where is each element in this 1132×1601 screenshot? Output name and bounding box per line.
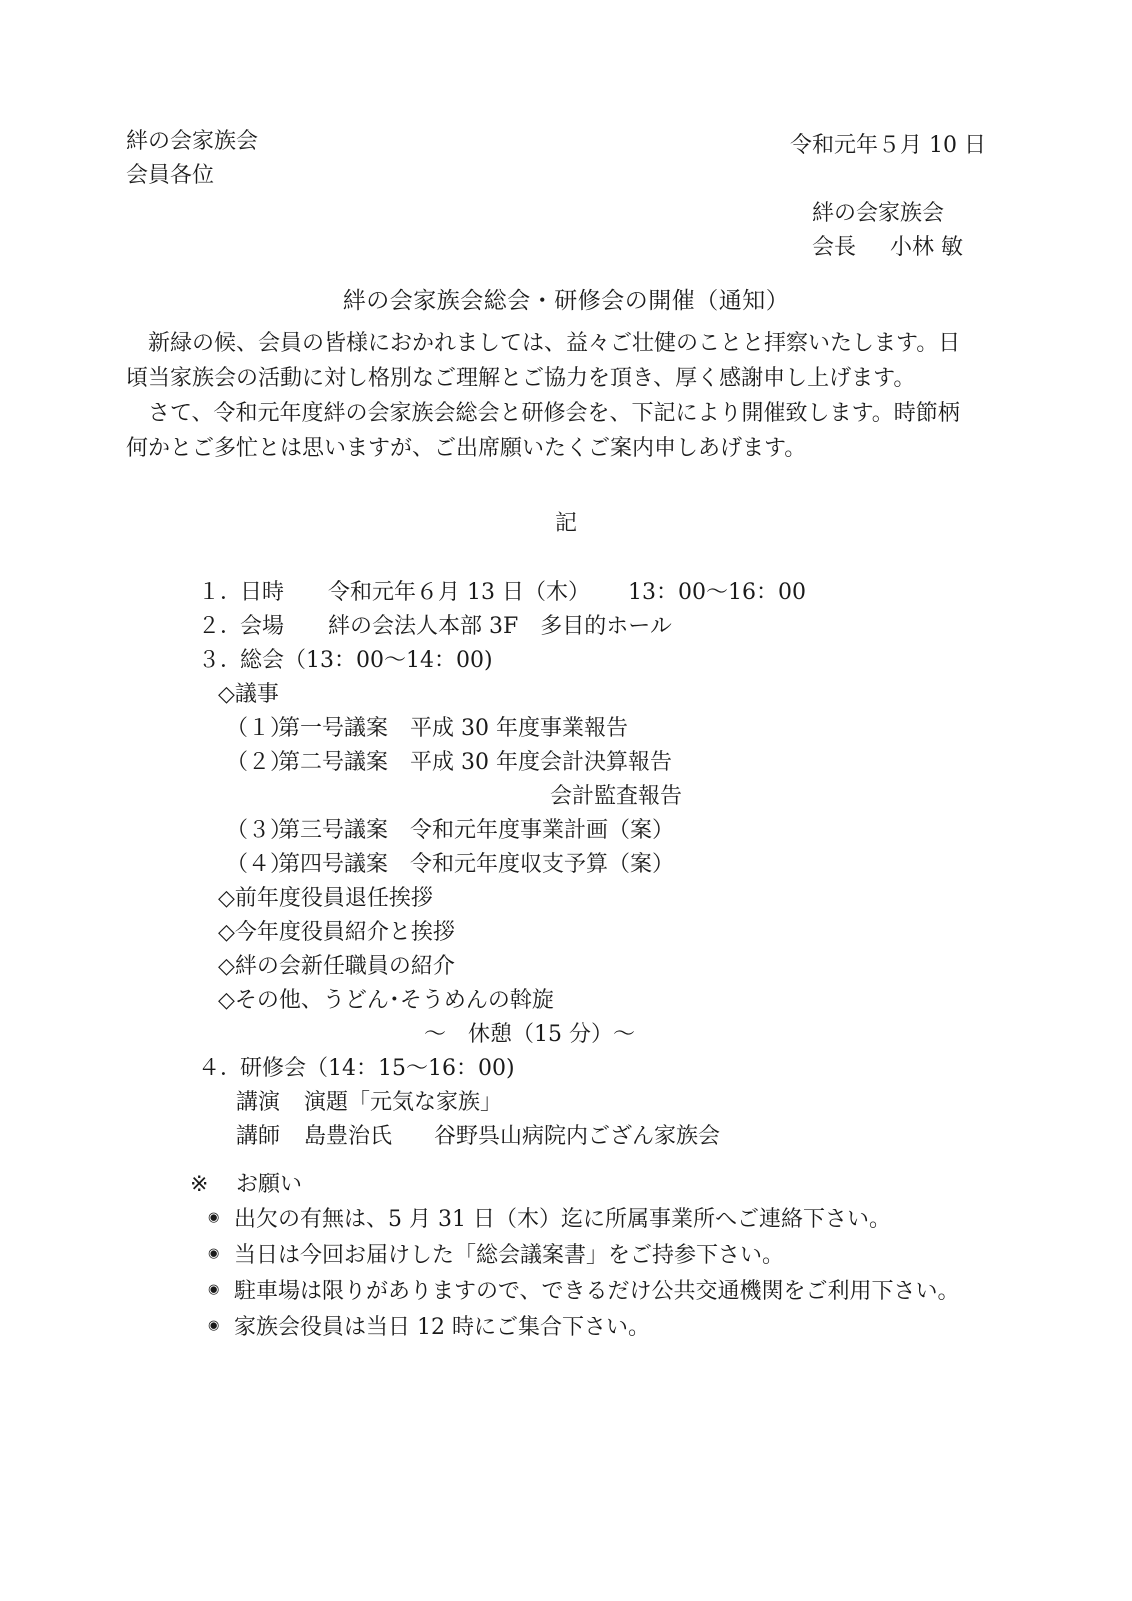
item-value: 絆の会法人本部 3F 多目的ホール [328,614,672,639]
notice-item [208,1238,960,1274]
speaker-org: 谷野呉山病院内ござん家族会 [434,1124,721,1149]
agenda-content: 令和元年度事業計画（案） [410,818,675,843]
agenda-item [198,814,958,848]
item-venue [198,610,958,644]
item-number: ２． [198,614,243,639]
item-label: 会場 [240,614,285,639]
recipient: 会員各位 [126,163,215,188]
notice-item [208,1202,960,1238]
item-time: 13：00～16：00 [627,580,806,605]
speaker-label: 講師 [236,1124,281,1149]
agenda-name: 第四号議案 [278,852,389,877]
item-number: １． [198,580,243,605]
notice-list [208,1202,960,1346]
item-number: ４． [198,1056,243,1081]
agenda-name: 第三号議案 [278,818,389,843]
notice-heading [190,1168,302,1202]
item-label: 研修会（14：15～16：00) [240,1056,515,1081]
notice-text: 駐車場は限りがありますので、できるだけ公共交通機関をご利用下さい。 [234,1279,960,1304]
sender-title: 会長 [812,235,857,260]
speaker-name: 島豊治氏 [304,1124,393,1149]
sender-org: 絆の会家族会 [812,201,945,226]
sender [812,232,963,264]
program-item: ◇その他、うどん･そうめんの斡旋 [218,988,554,1013]
agenda-item [198,746,958,780]
notice-title: お願い [236,1172,303,1197]
paragraph-2 [126,396,1006,466]
paragraph-2-line-2: 何かとご多忙とは思いますが、ご出席願いたくご案内申しあげます。 [126,436,807,461]
lecture-label: 講演 [236,1090,281,1115]
item-label: 日時 [240,580,285,605]
agenda-heading: ◇議事 [218,682,279,707]
recipient-org: 絆の会家族会 [126,129,259,154]
program-item: ◇絆の会新任職員の紹介 [218,954,455,979]
lecture-row [198,1086,958,1120]
item-value: 令和元年６月 13 日（木） [328,580,590,605]
lecture-title: 演題「元気な家族」 [304,1090,503,1115]
agenda-content: 平成 30 年度事業報告 [410,716,628,741]
agenda-item [198,848,958,882]
agenda-item-continuation: 会計監査報告 [550,784,683,809]
paragraph-1 [126,326,1006,396]
notice-text: 家族会役員は当日 12 時にご集合下さい。 [234,1315,650,1340]
item-training [198,1052,958,1086]
notice-text: 当日は今回お届けした「総会議案書」をご持参下さい。 [234,1243,785,1268]
paragraph-1-line-1: 新緑の候、会員の皆様におかれましては、益々ご壮健のことと拝察いたします。日 [148,331,961,356]
break-notice: ～ 休憩（15 分）～ [424,1022,635,1047]
agenda-item [198,712,958,746]
details-list [198,576,958,1154]
program-item: ◇今年度役員紹介と挨拶 [218,920,455,945]
agenda-name: 第二号議案 [278,750,389,775]
agenda-number: （２） [226,750,293,775]
item-general-meeting [198,644,958,678]
notice-text: 出欠の有無は、5 月 31 日（木）迄に所属事業所へご連絡下さい。 [234,1207,891,1232]
item-label: 総会（13：00～14：00) [240,648,493,673]
agenda-number: （３） [226,818,293,843]
bullet-icon: ◉ [208,1318,220,1333]
notice-item [208,1274,960,1310]
reference-mark: ※ [190,1172,209,1197]
agenda-number: （１） [226,716,293,741]
agenda-content: 令和元年度収支予算（案） [410,852,675,877]
bullet-icon: ◉ [208,1282,220,1297]
bullet-icon: ◉ [208,1246,220,1261]
document-date: 令和元年５月 10 日 [790,133,986,158]
program-item: ◇前年度役員退任挨拶 [218,886,433,911]
ki-heading: 記 [554,511,577,536]
item-number: ３． [198,648,243,673]
sender-name: 小林 敏 [890,235,964,260]
item-datetime [198,576,958,610]
bullet-icon: ◉ [208,1210,220,1225]
agenda-name: 第一号議案 [278,716,389,741]
notice-item [208,1310,960,1346]
agenda-number: （４） [226,852,293,877]
document-title: 絆の会家族会総会・研修会の開催（通知） [342,288,790,314]
paragraph-1-line-2: 頃当家族会の活動に対し格別なご理解とご協力を頂き、厚く感謝申し上げます。 [126,366,916,391]
agenda-content: 平成 30 年度会計決算報告 [410,750,672,775]
speaker-row [198,1120,958,1154]
paragraph-2-line-1: さて、令和元年度絆の会家族会総会と研修会を、下記により開催致します。時節柄 [148,401,960,426]
